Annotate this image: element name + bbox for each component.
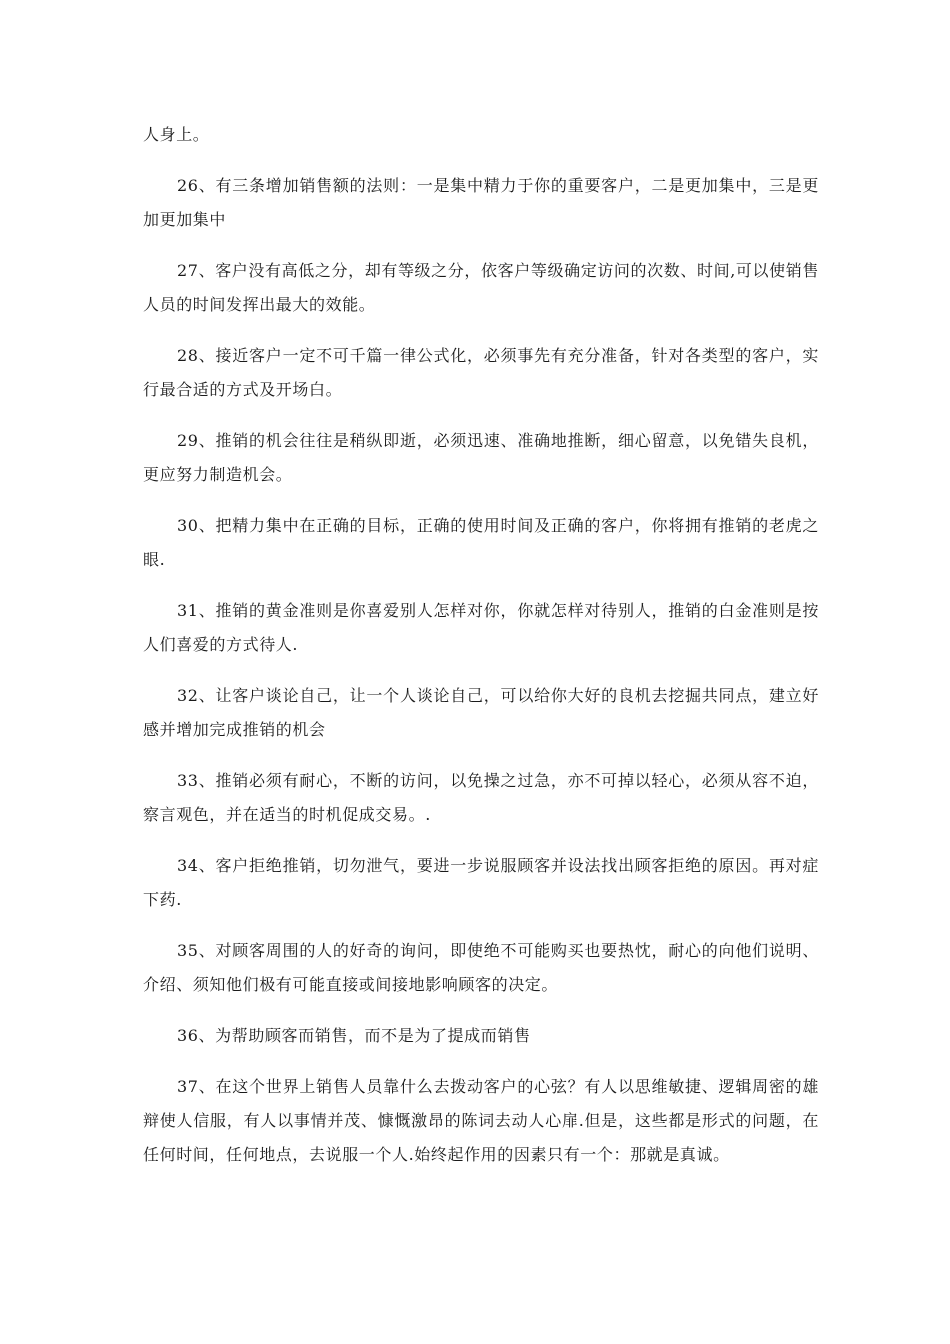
- paragraph-30: 30、把精力集中在正确的目标，正确的使用时间及正确的客户，你将拥有推销的老虎之眼.: [143, 516, 819, 569]
- paragraph-35: 35、对顾客周围的人的好奇的询问，即使绝不可能购买也要热忱，耐心的向他们说明、介绍、须知他们极有可能直接或间接地影响顾客的决定。: [143, 941, 819, 994]
- paragraph-26: 26、有三条增加销售额的法则：一是集中精力于你的重要客户，二是更加集中，三是更加更加集中: [143, 176, 819, 229]
- paragraph-33: 33、推销必须有耐心，不断的访问，以免操之过急，亦不可掉以轻心，必须从容不迫，察言观色，并在适当的时机促成交易。.: [143, 771, 819, 824]
- paragraph-31: 31、推销的黄金准则是你喜爱别人怎样对你，你就怎样对待别人，推销的白金准则是按人们喜爱的方式待人.: [143, 601, 819, 654]
- paragraph-27: 27、客户没有高低之分，却有等级之分，依客户等级确定访问的次数、时间,可以使销售人员的时间发挥出最大的效能。: [143, 261, 819, 314]
- document-page: [143, 118, 819, 1189]
- paragraph-continuation: 人身上。: [143, 125, 210, 144]
- paragraph-34: 34、客户拒绝推销，切勿泄气，要进一步说服顾客并设法找出顾客拒绝的原因。再对症下药.: [143, 856, 819, 909]
- paragraph-28: 28、接近客户一定不可千篇一律公式化，必须事先有充分准备，针对各类型的客户，实行最合适的方式及开场白。: [143, 346, 819, 399]
- paragraph-32: 32、让客户谈论自己，让一个人谈论自己，可以给你大好的良机去挖掘共同点，建立好感并增加完成推销的机会: [143, 686, 819, 739]
- paragraph-36: 36、为帮助顾客而销售，而不是为了提成而销售: [177, 1026, 531, 1045]
- paragraph-29: 29、推销的机会往往是稍纵即逝，必须迅速、准确地推断，细心留意，以免错失良机，更应努力制造机会。: [143, 431, 819, 484]
- paragraph-37: 37、在这个世界上销售人员靠什么去拨动客户的心弦？有人以思维敏捷、逻辑周密的雄辩使人信服，有人以事情并茂、慷慨激昂的陈词去动人心扉.但是，这些都是形式的问题，在任何时间，任何地点，去说服一个人.始终起作用的因素只有一个：那就是真诚。: [143, 1077, 819, 1164]
